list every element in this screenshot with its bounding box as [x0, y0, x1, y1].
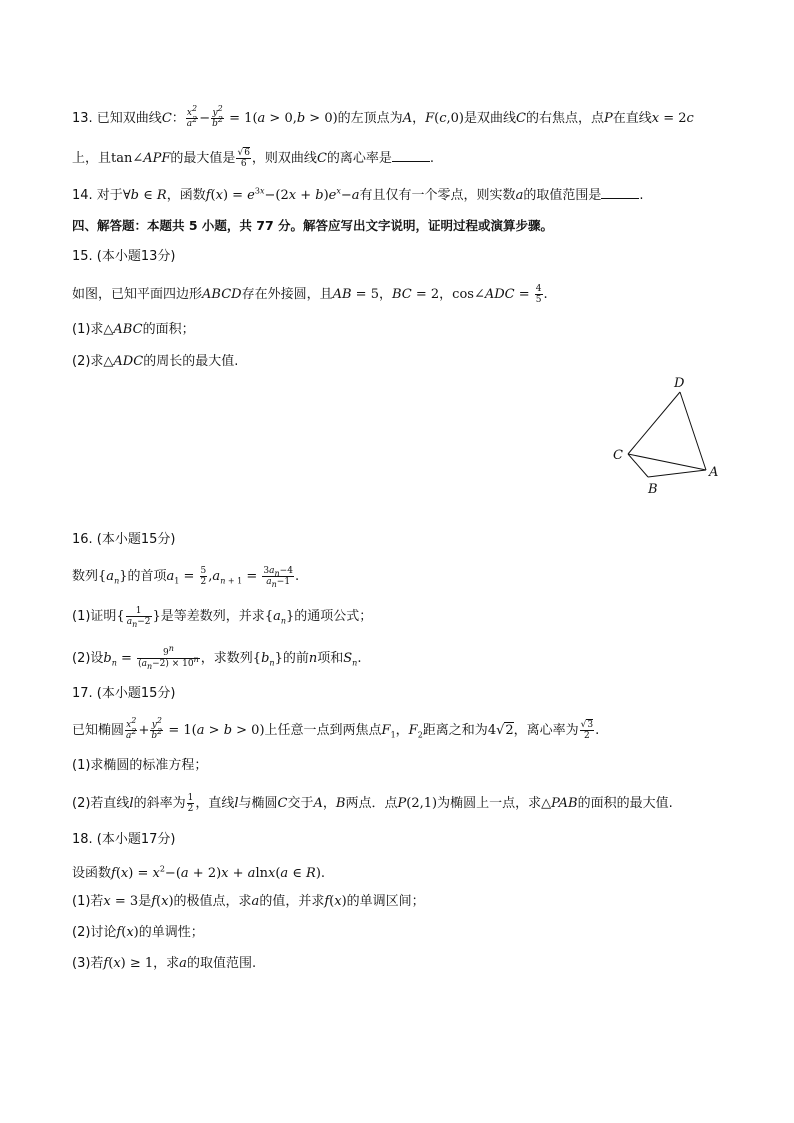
math: a: [515, 188, 524, 203]
math-frac: $\frac{√6}{6}$: [237, 148, 250, 169]
q15-title: 15. (本小题13分): [72, 249, 176, 264]
math-frac: $\frac{9^n}{(a_n-2) \times 10^n}$: [138, 644, 199, 671]
q16-text: (2)设: [72, 651, 104, 666]
q16-text: ，求数列: [200, 651, 253, 666]
math: $F_1$，$F_2$: [381, 723, 423, 740]
edge-DC: [628, 392, 680, 454]
q16-text: 数列: [72, 569, 99, 584]
q16-text: 的前: [282, 651, 309, 666]
math: C: [515, 111, 526, 126]
math-frac: $\frac{1}{2}$: [187, 793, 194, 814]
math: ABCD: [202, 287, 242, 302]
q13-line1: [72, 104, 694, 129]
math-frac: $\frac{1}{a_n-2}$: [126, 606, 151, 629]
q15-text: (2)求: [72, 354, 104, 369]
math: C: [277, 796, 288, 811]
q17-part2: [72, 793, 673, 814]
q16-stem: 数列$\{a_n\}$的首项$a_1$ = $\frac{5}{2}$ $,a_{n + 1}$ = $\frac{3a_n-4}{a_n-1}$ .: [72, 566, 300, 589]
math-frac: $\frac{5}{2}$: [200, 566, 207, 587]
q17-text: 为椭圆上一点，求: [437, 796, 542, 811]
math-frac: $\frac{x^2}{a^2}$: [126, 716, 137, 741]
label-B: B: [648, 482, 658, 497]
q14-text: .: [639, 188, 644, 203]
q15-part2: [72, 352, 238, 372]
math: $\{a_n\}$: [98, 569, 128, 586]
q18-text: 是: [138, 894, 152, 909]
q16-title: 16. (本小题15分): [72, 532, 176, 547]
math: l: [234, 796, 239, 811]
math: a: [179, 956, 187, 971]
math: ∀b ∈ R: [122, 188, 167, 203]
math: $f(x) = x^2-(a + 2)x + alnx(a$ ∈ R).: [111, 864, 326, 881]
q14-text: 的取值范围是: [523, 188, 602, 203]
label-C: C: [613, 448, 623, 463]
q13-text: 在直线: [612, 111, 652, 126]
q18-text: 的取值范围.: [186, 956, 257, 971]
math: f(x) ≥ 1: [103, 956, 154, 971]
math: C: [316, 151, 327, 166]
math: A: [402, 111, 413, 126]
q13-text: 的右焦点，点: [525, 111, 604, 126]
math: = 1(a > 0,b > 0): [225, 111, 338, 126]
q17-title: 17. (本小题15分): [72, 686, 176, 701]
q18-text: 的极值点，求: [173, 894, 252, 909]
q13-line2: [72, 148, 434, 169]
math: = 1(a > b > 0): [164, 723, 265, 738]
math: tan∠APF: [111, 151, 171, 166]
q15-text: 的周长的最大值.: [143, 354, 239, 369]
math: x = 2c: [651, 111, 694, 126]
math: x = 3: [103, 894, 139, 909]
q18-stem: [72, 864, 325, 884]
math-frac: $\frac{x^2}{a^2}$: [186, 104, 198, 129]
math-frac: $\frac{y^2}{b^2}$: [151, 716, 163, 741]
math-frac: $\frac{3a_n-4}{a_n-1}$: [263, 566, 293, 589]
math: $b_n$ =: [103, 651, 137, 668]
math: n: [308, 651, 318, 666]
answer-blank: [601, 186, 639, 199]
math: −: [199, 111, 211, 126]
q18-text: 的值，并求: [259, 894, 325, 909]
math: $a_1$ =: [166, 569, 199, 586]
math: $S_n$.: [343, 651, 362, 668]
q13-text: 上，且: [72, 151, 112, 166]
math: △ABC: [103, 322, 143, 337]
q16-text: 项和: [317, 651, 344, 666]
math: $\{a_n\}$: [264, 609, 295, 626]
q15-text: (1)求: [72, 322, 104, 337]
q18-text: 设函数: [72, 866, 112, 881]
math: AB = 5，BC = 2，cos∠ADC =: [332, 287, 534, 302]
q17-text: 的斜率为: [133, 796, 186, 811]
quadrilateral-figure: [600, 370, 730, 500]
math: $,a_{n + 1}$ =: [208, 569, 262, 586]
math-frac: $\frac{√3}{2}$: [580, 720, 594, 741]
q15-stem: 如图，已知平面四边形ABCD存在外接圆，且AB = 5，BC = 2，cos∠ADC = $\frac{4}{5}$ .: [72, 284, 548, 305]
q14-text: 14. 对于: [72, 188, 123, 203]
q15-text: 的面积；: [142, 322, 195, 337]
math-frac: $\frac{4}{5}$: [535, 284, 542, 305]
q18-part2: [72, 923, 204, 943]
q18-text: 的单调区间；: [346, 894, 425, 909]
math: 4√2: [487, 723, 514, 738]
q18-part1: [72, 892, 425, 912]
q18-text: (3)若: [72, 956, 104, 971]
q13-text: 的离心率是: [326, 151, 392, 166]
q17-text: ，离心率为: [513, 723, 579, 738]
math: △PAB: [541, 796, 578, 811]
q13-text: .: [429, 151, 435, 166]
q15-text: 存在外接圆，且: [241, 287, 333, 302]
q15-text: 如图，已知平面四边形: [72, 287, 203, 302]
math: A，B: [313, 796, 346, 811]
q16-text: 的首项: [127, 569, 167, 584]
math: P: [603, 111, 613, 126]
q18-text: 的单调性；: [138, 925, 204, 940]
q17-text: 两点．点: [345, 796, 398, 811]
math: $\{b_n\}$: [252, 651, 283, 668]
q18-text: ，求: [153, 956, 180, 971]
q16-text: 的通项公式；: [294, 609, 373, 624]
q13-text: ，则双曲线: [251, 151, 317, 166]
math: ：: [171, 111, 185, 126]
answer-blank: [392, 149, 430, 162]
math-frac: $\frac{y^2}{b^2}$: [212, 104, 224, 129]
q18-text: (1)若: [72, 894, 104, 909]
q13-text: 的左顶点为: [337, 111, 403, 126]
q17-stem: 已知椭圆 $\frac{x^2}{a^2}$ + $\frac{y^2}{b^2}$ = 1(a > b > 0)上任意一点到两焦点$F_1$，$F_2$距离之和为4√2，离心率为 $\frac{√3}{2}$ .: [72, 716, 600, 741]
q18-part3: [72, 954, 256, 974]
q18-title: 18. (本小题17分): [72, 832, 176, 847]
q17-part1: (1)求椭圆的标准方程；: [72, 758, 208, 773]
q14-text: ，函数: [166, 188, 206, 203]
q13-text: 13. 已知双曲线: [72, 111, 162, 126]
q17-text: (2)若直线: [72, 796, 130, 811]
q17-text: 距离之和为: [422, 723, 488, 738]
math: P(2,1): [397, 796, 438, 811]
q18-text: (2)讨论: [72, 925, 117, 940]
math: C: [161, 111, 172, 126]
q17-text: 交于: [287, 796, 314, 811]
math: l: [129, 796, 134, 811]
math: $f(x) = e^{3x}-(2x + b)e^x-a$: [205, 186, 360, 203]
math: △ADC: [103, 354, 144, 369]
math: ，F(c,0): [412, 111, 464, 126]
section-heading: 四、解答题：本题共 5 小题，共 77 分。解答应写出文字说明，证明过程或演算步骤。: [72, 218, 554, 233]
math: f(x): [324, 894, 347, 909]
q15-part1: [72, 320, 195, 340]
math: f(x): [151, 894, 174, 909]
label-A: A: [709, 465, 719, 480]
math: f(x): [116, 925, 139, 940]
q17-text: ，直线: [195, 796, 235, 811]
q17-text: 的面积的最大值.: [577, 796, 673, 811]
q16-part1: (1)证明{ $\frac{1}{a_n-2}$ }是等差数列，并求$\{a_n\}$的通项公式；: [72, 606, 373, 629]
q17-text: 上任意一点到两焦点: [264, 723, 382, 738]
q13-text: 的最大值是: [170, 151, 236, 166]
q13-text: 是双曲线: [463, 111, 516, 126]
q14-line: [72, 186, 643, 206]
q17-text: 已知椭圆: [72, 723, 125, 738]
q16-text: 是等差数列，并求: [160, 609, 265, 624]
edge-DA: [680, 392, 706, 470]
q16-text: (1)证明: [72, 609, 117, 624]
label-D: D: [674, 376, 685, 391]
q17-text: 与椭圆: [238, 796, 278, 811]
edge-BA: [648, 470, 706, 477]
q14-text: 有且仅有一个零点，则实数: [359, 188, 516, 203]
q16-part2: [72, 644, 362, 671]
math: a: [251, 894, 260, 909]
